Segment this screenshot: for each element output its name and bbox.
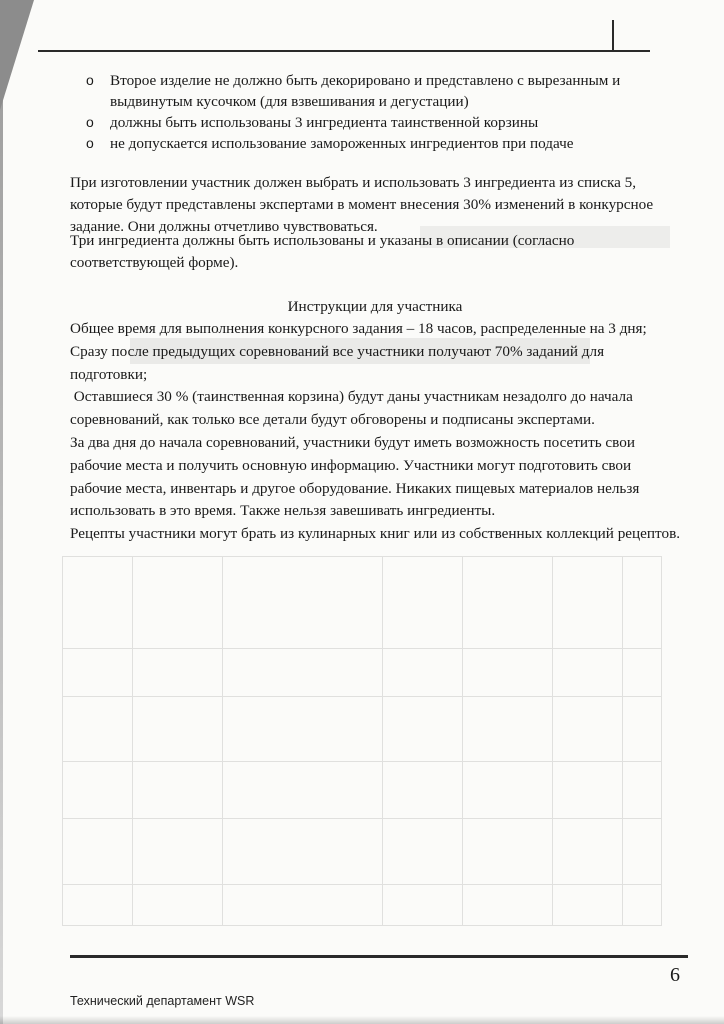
list-item: [86, 70, 666, 112]
footer-text: Технический департамент WSR: [70, 994, 255, 1008]
ingredients-paragraph: При изготовлении участник должен выбрать и использовать 3 ингредиента из списка 5, которые будут представлены экспертами в момент внесения 30% изменений в конкурсное задание. Они должны отчетливо чувствоваться.: [70, 174, 654, 235]
list-item-text: не допускается использование замороженных ингредиентов при подаче: [110, 135, 574, 152]
header-rule-tick: [612, 20, 614, 52]
scan-shadow: [0, 1016, 724, 1024]
page-number: 6: [670, 964, 680, 986]
scan-edge: [0, 0, 3, 1024]
instruction-line: Рецепты участники могут брать из кулинарных книг или из собственных коллекций рецептов.: [70, 525, 681, 543]
bleed-through-table: [62, 556, 662, 926]
bullet-marker: o: [86, 72, 94, 88]
instructions-body: [70, 318, 682, 546]
list-item-text: Второе изделие не должно быть декорировано и представлено с вырезанным и выдвинутым кусочком (для взвешивания и дегустации): [110, 72, 621, 110]
instruction-line: Сразу после предыдущих соревнований все участники получают 70% заданий для подготовки;: [70, 342, 605, 383]
bullet-marker: o: [86, 114, 94, 130]
list-item: [86, 112, 666, 133]
requirements-list: [86, 70, 666, 154]
bullet-marker: o: [86, 135, 94, 151]
footer-rule: [70, 955, 688, 958]
list-item: [86, 133, 666, 154]
list-item-text: должны быть использованы 3 ингредиента таинственной корзины: [110, 114, 539, 131]
instruction-line: Оставшиеся 30 % (таинственная корзина) будут даны участникам незадолго до начала соревнований, как только все детали будут обговорены и подписаны экспертами.: [70, 388, 637, 429]
section-heading: Инструкции для участника: [287, 298, 463, 315]
instruction-line: За два дня до начала соревнований, участники будут иметь возможность посетить свои рабочие места и получить основную информацию. Участники могут подготовить свои рабочие места, инвентарь и другое оборудование. Никаких пищевых материалов нельзя использовать в это время. Также нельзя завешивать ингредиенты.: [70, 433, 640, 520]
scan-corner-fold: [0, 0, 34, 110]
header-rule: [38, 50, 650, 52]
instruction-line: Общее время для выполнения конкурсного задания – 18 часов, распределенные на 3 дня;: [70, 320, 647, 337]
description-paragraph: Три ингредиента должны быть использованы и указаны в описании (согласно соответствующей форме).: [70, 232, 575, 271]
